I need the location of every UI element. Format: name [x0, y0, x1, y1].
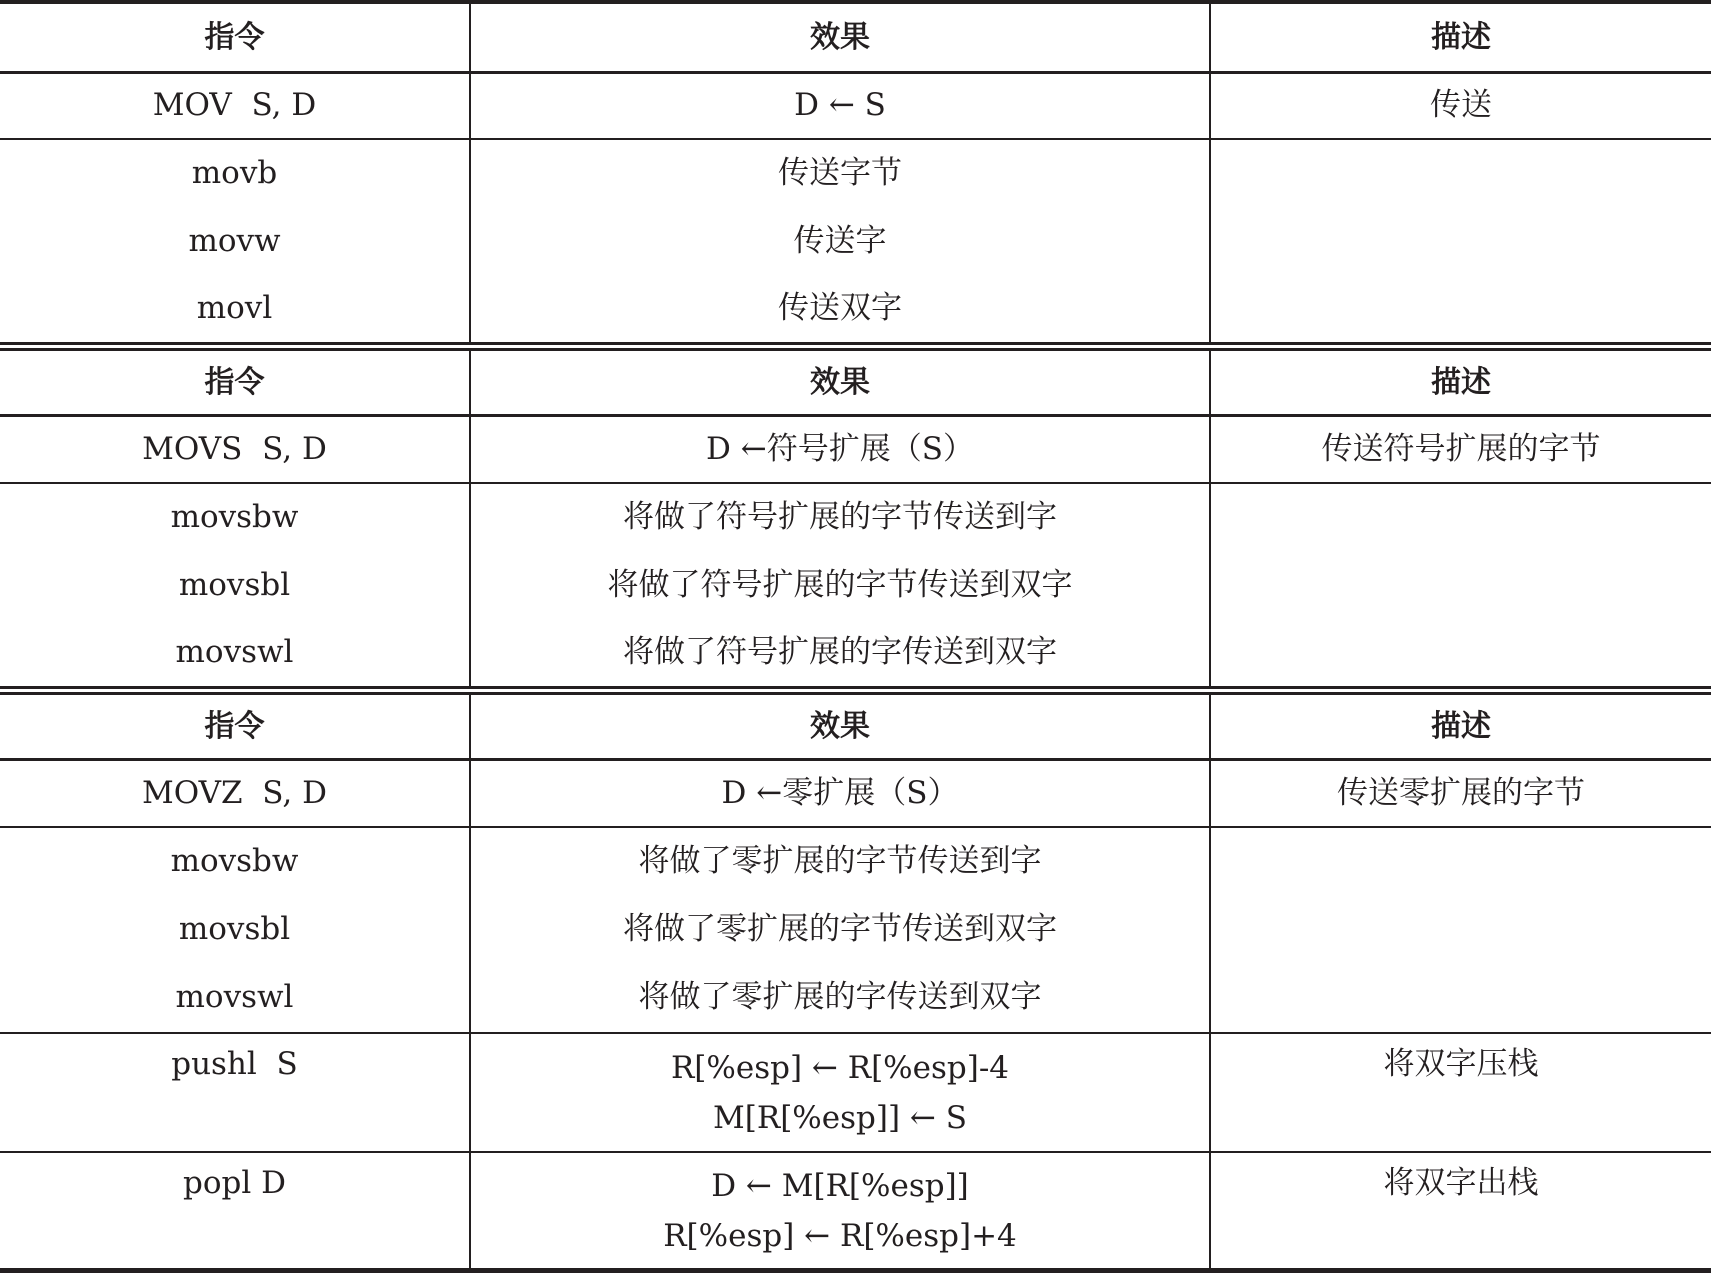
- instruction-cell: MOVS S, D: [142, 430, 327, 467]
- instruction-cell: movl: [196, 290, 273, 327]
- effect-cell: 将做了符号扩展的字节传送到字: [623, 499, 1057, 536]
- description-cell: 将双字压栈: [1383, 1046, 1539, 1082]
- header-instruction: 指令: [204, 708, 265, 744]
- description-cell: 传送符号扩展的字节: [1321, 430, 1601, 467]
- header-instruction: 指令: [204, 19, 265, 55]
- effect-line: R[%esp] ← R[%esp]-4: [670, 1049, 1010, 1086]
- effect-cell: 将做了零扩展的字节传送到字: [638, 843, 1042, 880]
- instruction-cell: movw: [188, 223, 281, 260]
- effect-cell: D ←符号扩展（S）: [706, 430, 974, 467]
- description-cell: 传送零扩展的字节: [1337, 774, 1585, 811]
- description-cell: 传送: [1430, 87, 1492, 124]
- effect-cell: 将做了符号扩展的字传送到双字: [623, 634, 1057, 671]
- effect-cell: 将做了零扩展的字节传送到双字: [623, 911, 1057, 948]
- effect-cell: D ← S: [794, 87, 886, 124]
- effect-cell: 传送字节: [778, 155, 902, 192]
- description-cell: 将双字出栈: [1383, 1165, 1539, 1201]
- effect-line: R[%esp] ← R[%esp]+4: [663, 1217, 1017, 1254]
- header-effect: 效果: [810, 19, 870, 55]
- instruction-cell: pushl S: [171, 1046, 298, 1082]
- instruction-cell: MOVZ S, D: [142, 774, 327, 811]
- header-description: 描述: [1431, 708, 1491, 744]
- effect-cell: [471, 1153, 1209, 1268]
- effect-line: M[R[%esp]] ← S: [713, 1099, 967, 1136]
- header-description: 描述: [1431, 19, 1491, 55]
- section-double-rule: [0, 686, 1711, 689]
- effect-cell: 将做了符号扩展的字节传送到双字: [607, 567, 1073, 604]
- instruction-cell: movb: [191, 155, 278, 192]
- header-effect: 效果: [810, 364, 870, 400]
- effect-cell: 将做了零扩展的字传送到双字: [638, 979, 1042, 1016]
- instruction-cell: popl D: [183, 1165, 286, 1201]
- instruction-cell: movsbl: [178, 567, 291, 604]
- header-effect: 效果: [810, 708, 870, 744]
- section-double-rule: [0, 342, 1711, 345]
- header-instruction: 指令: [204, 364, 265, 400]
- effect-cell: 传送双字: [778, 290, 902, 327]
- instruction-cell: movsbw: [170, 499, 299, 536]
- instruction-cell: movswl: [175, 979, 294, 1016]
- effect-cell: D ←零扩展（S）: [721, 774, 959, 811]
- table-bottom-rule: [0, 1268, 1711, 1273]
- effect-cell: 传送字: [793, 223, 887, 260]
- header-description: 描述: [1431, 364, 1491, 400]
- instruction-cell: movswl: [175, 634, 294, 671]
- instruction-cell: MOV S, D: [152, 87, 317, 124]
- effect-cell: [471, 1034, 1209, 1151]
- instruction-cell: movsbw: [170, 843, 299, 880]
- effect-line: D ← M[R[%esp]]: [711, 1167, 969, 1204]
- instruction-cell: movsbl: [178, 911, 291, 948]
